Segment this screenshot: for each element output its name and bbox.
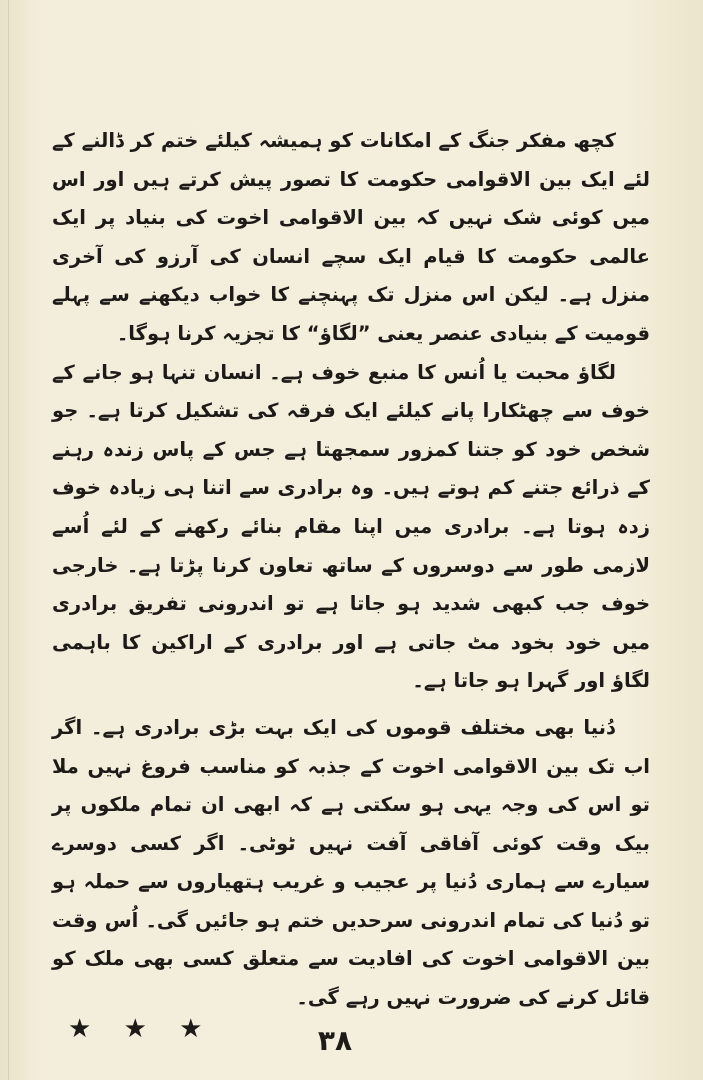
paragraph-2: لگاؤ محبت یا اُنس کا منبع خوف ہے۔ انسان تنہا ہو جانے کے خوف سے چھٹکارا پانے کیلئے ایک فرقہ کی تشکیل کرتا ہے۔ جو شخص خود کو جتنا کمزور سمجھتا ہے جس کے پاس زندہ رہنے کے ذرائع جتنے کم ہوتے ہیں۔ وہ برادری سے اتنا ہی زیادہ خوف زدہ ہوتا ہے۔ برادری میں اپنا مقام بنائے رکھنے کے لئے اُسے لازمی طور سے دوسروں کے ساتھ تعاون کرنا پڑتا ہے۔ خارجی خوف جب کبھی شدید ہو جاتا ہے تو اندرونی تفریق برادری میں خود بخود مٹ جاتی ہے اور برادری کے اراکین کا باہمی لگاؤ اور گہرا ہو جاتا ہے۔ <box>52 360 650 693</box>
paragraph-1: کچھ مفکر جنگ کے امکانات کو ہمیشہ کیلئے ختم کر ڈالنے کے لئے ایک بین الاقوامی حکومت کا تصور پیش کرتے ہیں اور اس میں کوئی شک نہیں کہ بین الاقوامی اخوت کی بنیاد پر ایک عالمی حکومت کا قیام ایک سچے انسان کی آرزو کی آخری منزل ہے۔ لیکن اس منزل تک پہنچنے کا خواب دیکھنے سے پہلے قومیت کے بنیادی عنصر یعنی ”لگاؤ“ کا تجزیہ کرنا ہوگا۔ <box>52 129 650 345</box>
page-number: ۳۸ <box>317 1024 353 1057</box>
page-edge-line <box>8 0 9 1080</box>
page-text <box>52 122 650 1018</box>
section-end-stars: ★ ★ ★ <box>68 1014 215 1044</box>
paragraph-3: دُنیا بھی مختلف قوموں کی ایک بہت بڑی برادری ہے۔ اگر اب تک بین الاقوامی اخوت کے جذبہ کو مناسب فروغ نہیں ملا تو اس کی وجہ یہی ہو سکتی ہے کہ ابھی ان تمام ملکوں پر بیک وقت کوئی آفاقی آفت نہیں ٹوٹی۔ اگر کسی دوسرے سیارے سے ہماری دُنیا پر عجیب و غریب ہتھیاروں سے حملہ ہو تو دُنیا کی تمام اندرونی سرحدیں ختم ہو جائیں گی۔ اُس وقت بین الاقوامی اخوت کی افادیت سے متعلق کسی بھی ملک کو قائل کرنے کی ضرورت نہیں رہے گی۔ <box>52 715 650 1010</box>
